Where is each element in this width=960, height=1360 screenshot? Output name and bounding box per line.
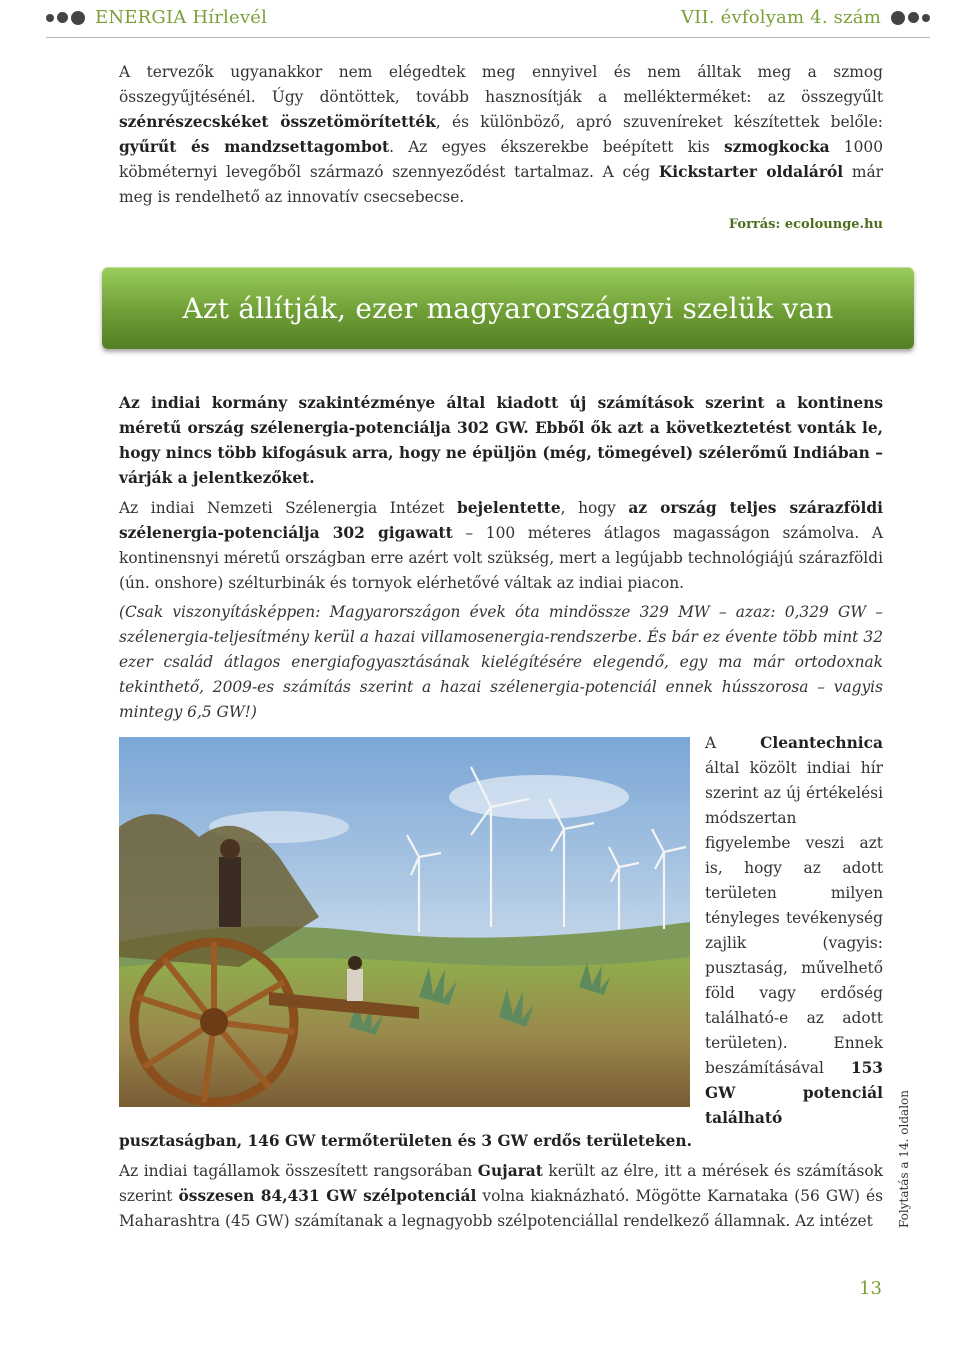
page-number: 13	[859, 1278, 882, 1299]
article-paragraph-3: (Csak viszonyításképpen: Magyarországon évek óta mindössze 329 MW – azaz: 0,329 GW – szélenergia-teljesítmény kerül a hazai villamosenergia-rendszerbe. És bár ez évente több mint 32 ezer család átlagos energiafogyasztásának kielégítésére elegendő, egy ma már ortodoxnak tekinthető, 2009-es számítás szerint a hazai szélenergia-potenciál ennek hússzorosa – vagyis mintegy 6,5 GW!)	[119, 603, 883, 721]
article-title: Azt állítják, ezer magyarországnyi szelük van	[182, 291, 834, 325]
article-paragraph-2: Az indiai Nemzeti Szélenergia Intézet bejelentette, hogy az ország teljes szárazföldi szélenergia-potenciálja 302 gigawatt – 100 méteres átlagos magasságon számolva. A kontinensnyi méretű országban erre azért volt szükség, mert a legújabb technológiájú szárazföldi (ún. onshore) szélturbinák és tornyok elérhetővé váltak az indiai piacon.	[119, 499, 883, 592]
article-paragraph-5: Az indiai tagállamok összesített rangsorában Gujarat került az élre, itt a mérések és számítások szerint összesen 84,431 GW szélpotenciál volna kiaknázható. Mögötte Karnataka (56 GW) és Maharashtra (45 GW) számítanak a legnagyobb szélpotenciállal rendelkező államnak. Az intézet	[119, 1162, 883, 1230]
header-dots-left-icon	[46, 11, 85, 25]
page-header	[0, 0, 960, 44]
issue-label: VII. évfolyam 4. szám	[680, 7, 881, 28]
wind-farm-illustration-icon	[119, 737, 690, 1107]
wind-farm-photo	[119, 737, 690, 1107]
header-left	[46, 7, 267, 28]
continued-on-page-note: Folytatás a 14. oldalon	[897, 1090, 911, 1228]
intro-paragraph: A tervezők ugyanakkor nem elégedtek meg ennyivel és nem álltak meg a szmog összegyűjtésénél. Úgy döntöttek, tovább hasznosítják a mellékterméket: az összegyűlt szénrészecskéket összetömörítették, és különböző, apró szuveníreket készítettek belőle: gyűrűt és mandzsettagombot. Az egyes ékszerekbe beépített kis szmogkocka 1000 köbméternyi levegőből származó szennyeződést tartalmaz. A cég Kickstarter oldaláról már meg is rendelhető az innovatív csecsebecse.	[119, 63, 884, 206]
newsletter-title: ENERGIA Hírlevél	[95, 7, 268, 28]
header-dots-right-icon	[891, 11, 930, 25]
side-column-text: A Cleantechnica által közölt indiai hír szerint az új értékelési módszertan figyelembe veszi azt is, hogy az adott területen milyen tényleges tevékenység zajlik (vagyis: pusztaság, művelhető föld vagy erdőség található-e az adott területen). Ennek beszámításával 153 GW potenciál található	[705, 734, 883, 1127]
article-lead: Az indiai kormány szakintézménye által kiadott új számítások szerint a kontinens méretű ország szélenergia-potenciálja 302 GW. Ebből ők azt a következtetést vonták le, hogy nincs több kifogásuk arra, hogy ne épüljön (még, tömegével) szélerőmű Indiában – várják a jelentkezőket.	[119, 394, 883, 487]
header-right	[681, 7, 930, 28]
article-banner	[102, 267, 914, 349]
article-paragraph-4: pusztaságban, 146 GW termőterületen és 3 GW erdős területeken.	[119, 1132, 692, 1150]
header-rule	[46, 37, 930, 38]
source-credit: Forrás: ecolounge.hu	[728, 217, 883, 232]
